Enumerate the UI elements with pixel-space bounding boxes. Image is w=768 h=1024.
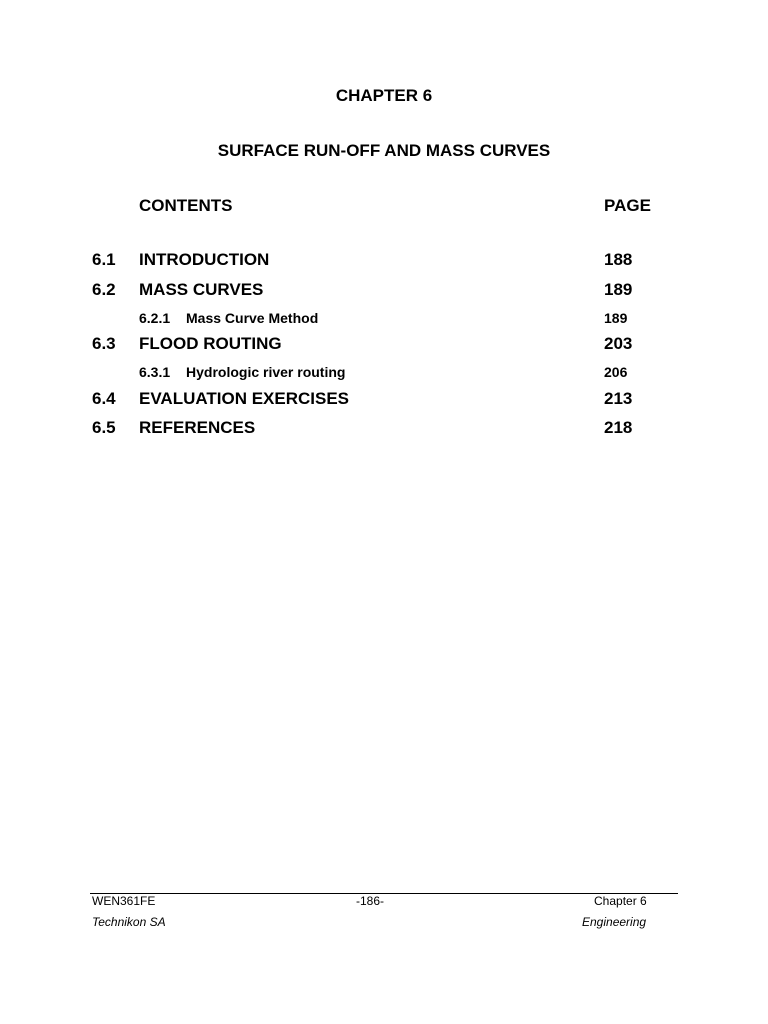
- contents-header: CONTENTS: [139, 196, 233, 215]
- footer-code: WEN361FE: [92, 894, 156, 908]
- toc-title: MASS CURVES: [139, 280, 264, 299]
- toc-page: 188: [604, 250, 633, 269]
- toc-number: 6.2.1: [139, 310, 171, 326]
- chapter-subtitle: SURFACE RUN-OFF AND MASS CURVES: [217, 141, 551, 160]
- toc-title: REFERENCES: [139, 418, 256, 437]
- toc-title: EVALUATION EXERCISES: [139, 389, 350, 408]
- toc-number: 6.3: [92, 334, 116, 353]
- chapter-title: CHAPTER 6: [335, 86, 433, 105]
- toc-page: 203: [604, 334, 633, 353]
- toc-number: 6.2: [92, 280, 116, 299]
- toc-page: 213: [604, 389, 633, 408]
- footer-page-number: -186-: [356, 894, 385, 908]
- toc-title: FLOOD ROUTING: [139, 334, 282, 353]
- toc-title: Hydrologic river routing: [186, 364, 346, 380]
- toc-title: Mass Curve Method: [186, 310, 319, 326]
- toc-number: 6.4: [92, 389, 116, 408]
- footer-chapter: Chapter 6: [594, 894, 647, 908]
- toc-title: INTRODUCTION: [139, 250, 270, 269]
- toc-number: 6.5: [92, 418, 116, 437]
- toc-number: 6.1: [92, 250, 116, 269]
- toc-page: 218: [604, 418, 633, 437]
- toc-page: 189: [604, 310, 628, 326]
- footer-department: Engineering: [582, 915, 647, 929]
- toc-page: 189: [604, 280, 633, 299]
- page-header: PAGE: [604, 196, 651, 215]
- footer-institution: Technikon SA: [92, 915, 166, 929]
- toc-page: 206: [604, 364, 628, 380]
- toc-number: 6.3.1: [139, 364, 171, 380]
